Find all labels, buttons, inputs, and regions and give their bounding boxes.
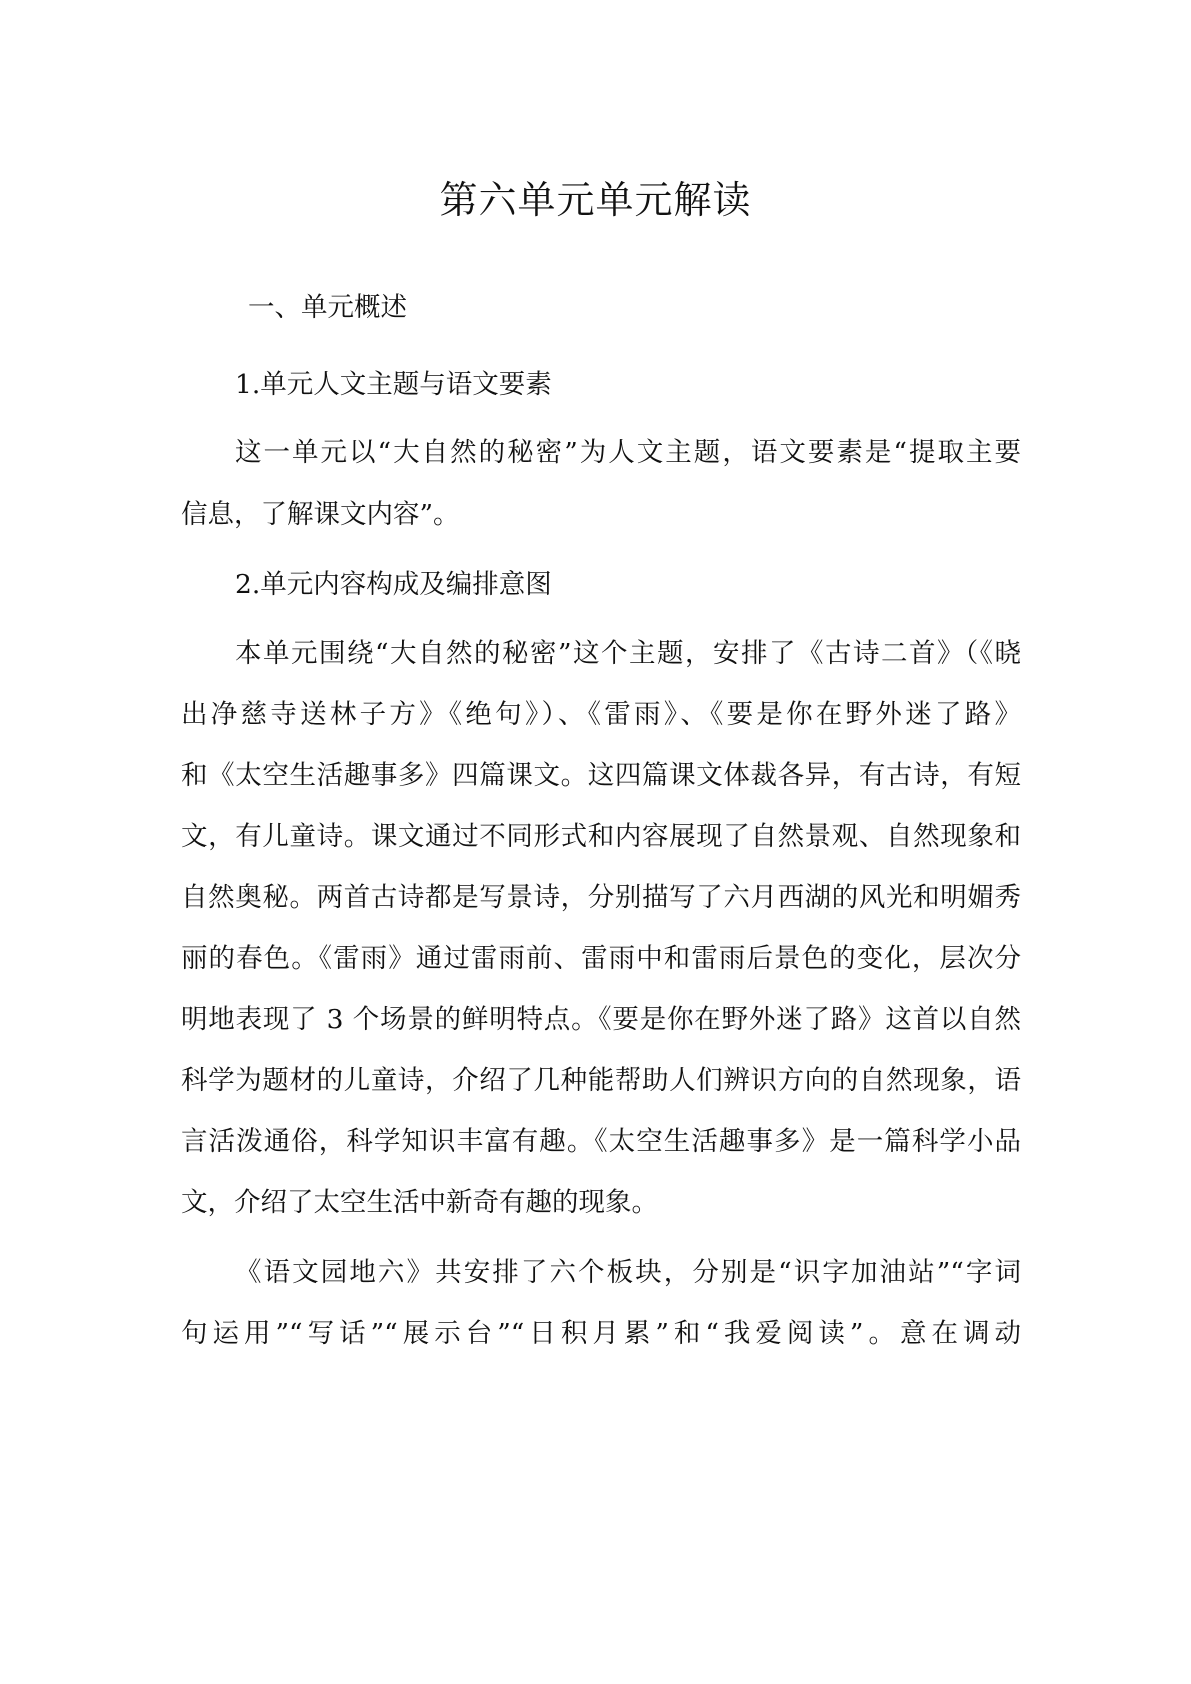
section-heading: 一、单元概述 [248, 292, 407, 323]
paragraph-line: 和《太空生活趣事多》四篇课文。这四篇课文体裁各异，有古诗，有短 [181, 760, 1021, 791]
paragraph-line: 科学为题材的儿童诗，介绍了几种能帮助人们辨识方向的自然现象，语 [181, 1065, 1021, 1096]
paragraph-line: 出净慈寺送林子方》《绝句》）、《雷雨》、《要是你在野外迷了路》 [181, 699, 1021, 730]
paragraph-line: 自然奥秘。两首古诗都是写景诗，分别描写了六月西湖的风光和明媚秀 [181, 882, 1021, 913]
paragraph-line: 本单元围绕“大自然的秘密”这个主题，安排了《古诗二首》（《晓 [235, 638, 1021, 669]
paragraph-line: 文，有儿童诗。课文通过不同形式和内容展现了自然景观、自然现象和 [181, 821, 1021, 852]
paragraph-line: 句运用”“写话”“展示台”“日积月累”和“我爱阅读”。意在调动 [181, 1318, 1021, 1349]
paragraph-line: 这一单元以“大自然的秘密”为人文主题，语文要素是“提取主要 [235, 437, 1021, 468]
paragraph-line: 丽的春色。《雷雨》通过雷雨前、雷雨中和雷雨后景色的变化，层次分 [181, 943, 1021, 974]
paragraph-line: 信息，了解课文内容”。 [181, 499, 460, 530]
paragraph-line: 明地表现了 3 个场景的鲜明特点。《要是你在野外迷了路》这首以自然 [181, 1004, 1021, 1035]
subsection-heading: 1.单元人文主题与语文要素 [235, 369, 552, 400]
subsection-heading: 2.单元内容构成及编排意图 [235, 569, 552, 600]
paragraph-line: 文，介绍了太空生活中新奇有趣的现象。 [181, 1187, 658, 1218]
page-title: 第六单元单元解读 [439, 178, 752, 222]
paragraph-line: 言活泼通俗，科学知识丰富有趣。《太空生活趣事多》是一篇科学小品 [181, 1126, 1021, 1157]
paragraph-line: 《语文园地六》共安排了六个板块，分别是“识字加油站”“字词 [235, 1257, 1021, 1288]
